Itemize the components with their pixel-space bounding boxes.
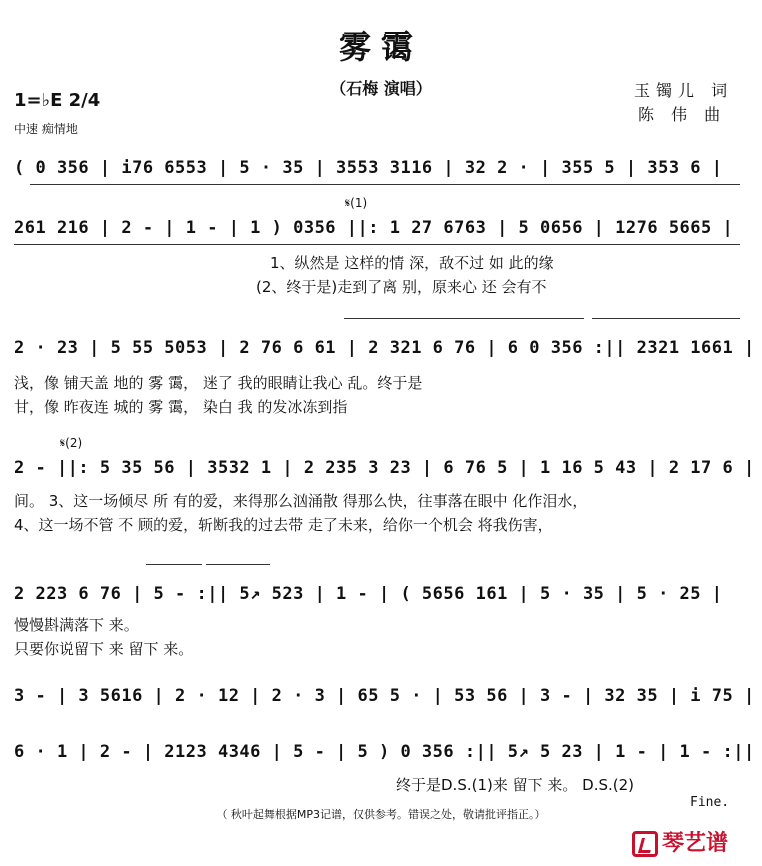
score-row-7: 6 · 1 | 2 - | 2123 4346 | 5 - | 5 ) 0 356 :|| 5↗ 5 23 | 1 - | 1 - :||	[14, 742, 755, 762]
lyric-row-5-verse-2: 只要你说留下 来 留下 来。	[14, 640, 194, 658]
lyric-row-3-verse-2: 甘，像 昨夜连 城的 雾 霭， 染白 我 的发冰冻到指	[14, 398, 348, 416]
score-row-2: 261 216 | 2 - | 1 - | 1 ) 0356 ||: 1 27 6763 | 5 0656 | 1276 5665 |	[14, 218, 734, 238]
key-signature: 1=♭E 2/4	[14, 90, 101, 111]
volta-bracket-2	[592, 318, 740, 319]
lyric-row-2-verse-2: (2、终于是)走到了离 别，原来心 还 会有不	[256, 278, 547, 296]
logo-icon	[632, 831, 658, 857]
lyric-row-3-verse-1: 浅，像 铺天盖 地的 雾 霭， 迷了 我的眼睛让我心 乱。终于是	[14, 374, 423, 392]
fine-marking: Fine.	[690, 795, 730, 810]
score-row-5: 2 223 6 76 | 5 - :|| 5↗ 523 | 1 - | ( 5656 161 | 5 · 35 | 5 · 25 |	[14, 584, 723, 604]
site-logo	[632, 826, 728, 857]
song-title: 雾霭	[338, 28, 423, 66]
transcription-note: （ 秋叶起舞根据MP3记谱，仅供参考。错误之处，敬请批评指正。）	[216, 808, 546, 821]
score-row-4: 2 - ||: 5 35 56 | 3532 1 | 2 235 3 23 | 6 76 5 | 1 16 5 43 | 2 17 6 |	[14, 458, 755, 478]
lyric-row-4-verse-4: 4、这一场不管 不 顾的爱，斩断我的过去带 走了未来，给你一个机会 将我伤害，	[14, 516, 553, 534]
segno-mark-1: 𝄋(1)	[345, 196, 368, 210]
lyricist-credit: 玉镯儿 词	[634, 81, 734, 100]
score-row-3: 2 · 23 | 5 55 5053 | 2 76 6 61 | 2 321 6 76 | 6 0 356 :|| 2321 1661 |	[14, 338, 755, 358]
score-row-6: 3 - | 3 5616 | 2 · 12 | 2 · 3 | 65 5 · | 53 56 | 3 - | 32 35 | i 75 |	[14, 686, 755, 706]
underline-row-1	[30, 184, 740, 185]
singer-credit: （石梅 演唱）	[330, 79, 432, 98]
volta-bracket-3	[146, 564, 202, 565]
lyric-row-7: 终于是D.S.(1)来 留下 来。 D.S.(2)	[396, 776, 635, 794]
underline-row-2	[14, 244, 740, 245]
score-row-1: ( 0 356 | i76 6553 | 5 · 35 | 3553 3116 | 32 2 · | 355 5 | 353 6 |	[14, 158, 723, 178]
segno-mark-2: 𝄋(2)	[60, 436, 83, 450]
lyric-row-5-verse-1: 慢慢斟满落下 来。	[14, 616, 139, 634]
lyric-row-2-verse-1: 1、纵然是 这样的情 深，敌不过 如 此的缘	[270, 254, 554, 272]
composer-credit: 陈 伟 曲	[638, 105, 727, 124]
tempo-marking: 中速 痴情地	[14, 122, 78, 136]
logo-text: 琴艺谱	[662, 831, 729, 856]
lyric-row-4-verse-3: 间。 3、这一场倾尽 所 有的爱，来得那么汹涌散 得那么快，往事落在眼中 化作泪水，	[14, 492, 588, 510]
volta-bracket-1	[344, 318, 584, 319]
volta-bracket-4	[206, 564, 270, 565]
